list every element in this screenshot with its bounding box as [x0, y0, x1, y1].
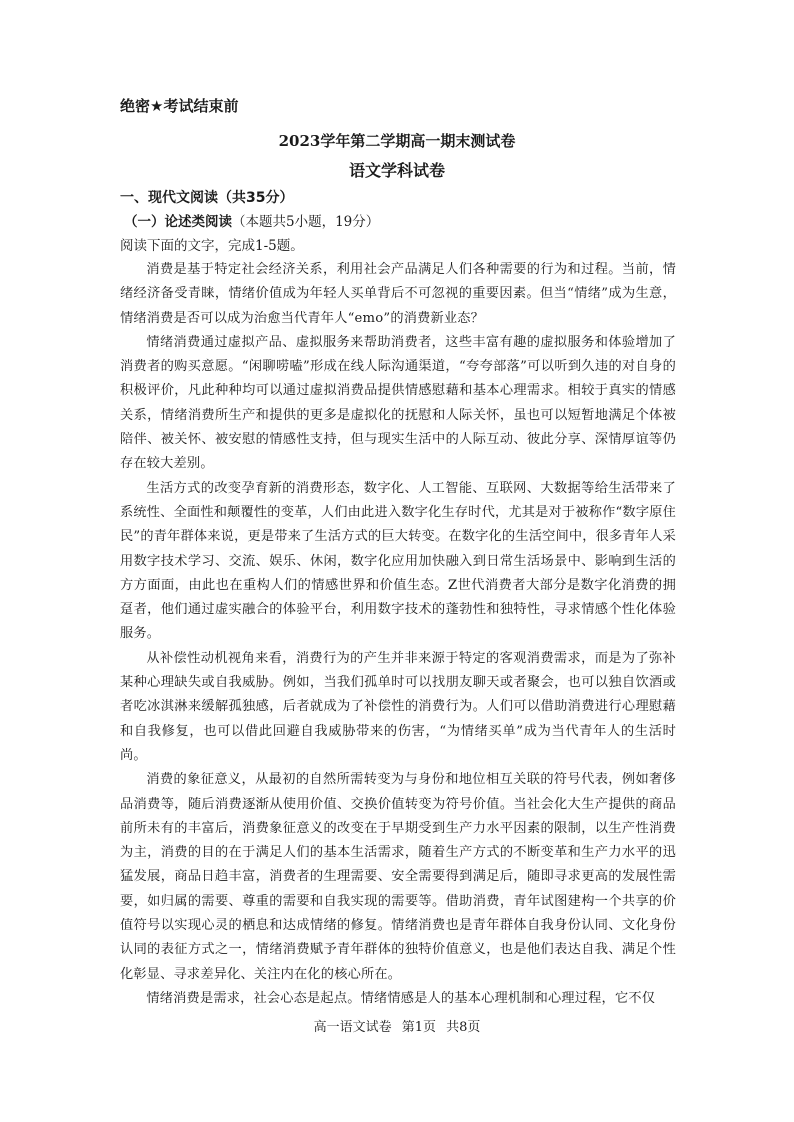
passage-paragraph-6: 情绪消费是需求，社会心态是起点。情绪情感是人的基本心理机制和心理过程，它不仅	[146, 990, 656, 1006]
reading-passage	[120, 258, 676, 1011]
section-heading: 一、现代文阅读（共35分）	[120, 190, 294, 206]
subsection-label: （一）论述类阅读	[124, 214, 232, 230]
subsection-heading	[124, 212, 379, 232]
reading-instruction: 阅读下面的文字，完成1-5题。	[120, 238, 304, 254]
passage-paragraph-1: 消费是基于特定社会经济关系，利用社会产品满足人们各种需要的行为和过程。当前，情绪经济备受青睐，情绪价值成为年轻人买单背后不可忽视的重要因素。但当“情绪”成为生意，情绪消费是否可以成为治愈当代青年人“emo”的消费新业态？	[120, 262, 676, 326]
page-footer: 高一语文试卷 第1页 共8页	[313, 1020, 481, 1035]
confidential-label: 绝密★考试结束前	[120, 97, 239, 115]
exam-title: 2023学年第二学期高一期末测试卷	[278, 132, 516, 150]
passage-paragraph-5: 消费的象征意义，从最初的自然所需转变为与身份和地位相互关联的符号代表，例如奢侈品消费等，随后消费逐渐从使用价值、交换价值转变为符号价值。当社会化大生产提供的商品前所未有的丰富后，消费象征意义的改变在于早期受到生产力水平因素的限制，以生产性消费为主，消费的目的在于满足人们的基本生活需求，随着生产方式的不断变革和生产力水平的迅猛发展，商品日趋丰富，消费者的生理需要、安全需要得到满足后，随即寻求更高的发展性需要，如归属的需要、尊重的需要和自我实现的需要等。借助消费，青年试图建构一个共享的价值符号以实现心灵的栖息和达成情绪的修复。情绪消费也是青年群体自我身份认同、文化身份认同的表征方式之一，情绪消费赋予青年群体的独特价值意义，也是他们表达自我、满足个性化彰显、寻求差异化、关注内在化的核心所在。	[120, 772, 676, 982]
subsection-note: （本题共5小题，19分）	[232, 214, 380, 230]
passage-paragraph-3: 生活方式的改变孕育新的消费形态，数字化、人工智能、互联网、大数据等给生活带来了系统性、全面性和颠覆性的变革，人们由此进入数字化生存时代，尤其是对于被称作“数字原住民”的青年群体来说，更是带来了生活方式的巨大转变。在数字化的生活空间中，很多青年人采用数字技术学习、交流、娱乐、休闲，数字化应用加快融入到日常生活场景中、影响到生活的方方面面，由此也在重构人们的情感世界和价值生态。Z世代消费者大部分是数字化消费的拥趸者，他们通过虚实融合的体验平台，利用数字技术的蓬勃性和独特性，寻求情感个性化体验服务。	[120, 480, 676, 642]
passage-paragraph-4: 从补偿性动机视角来看，消费行为的产生并非来源于特定的客观消费需求，而是为了弥补某种心理缺失或自我威胁。例如，当我们孤单时可以找朋友聊天或者聚会，也可以独自饮酒或者吃冰淇淋来缓解孤独感，后者就成为了补偿性的消费行为。人们可以借助消费进行心理慰藉和自我修复，也可以借此回避自我威胁带来的伤害，“为情绪买单”成为当代青年人的生活时尚。	[120, 650, 676, 763]
subject-title: 语文学科试卷	[348, 161, 445, 180]
passage-paragraph-2: 情绪消费通过虚拟产品、虚拟服务来帮助消费者，这些丰富有趣的虚拟服务和体验增加了消费者的购买意愿。“闲聊唠嗑”形成在线人际沟通渠道，“夸夸部落”可以听到久违的对自身的积极评价，凡此种种均可以通过虚拟消费品提供情感慰藉和基本心理需求。相较于真实的情感关系，情绪消费所生产和提供的更多是虚拟化的抚慰和人际关怀，虽也可以短暂地满足个体被陪伴、被关怀、被安慰的情感性支持，但与现实生活中的人际互动、彼此分享、深情厚谊等仍存在较大差别。	[120, 334, 676, 472]
